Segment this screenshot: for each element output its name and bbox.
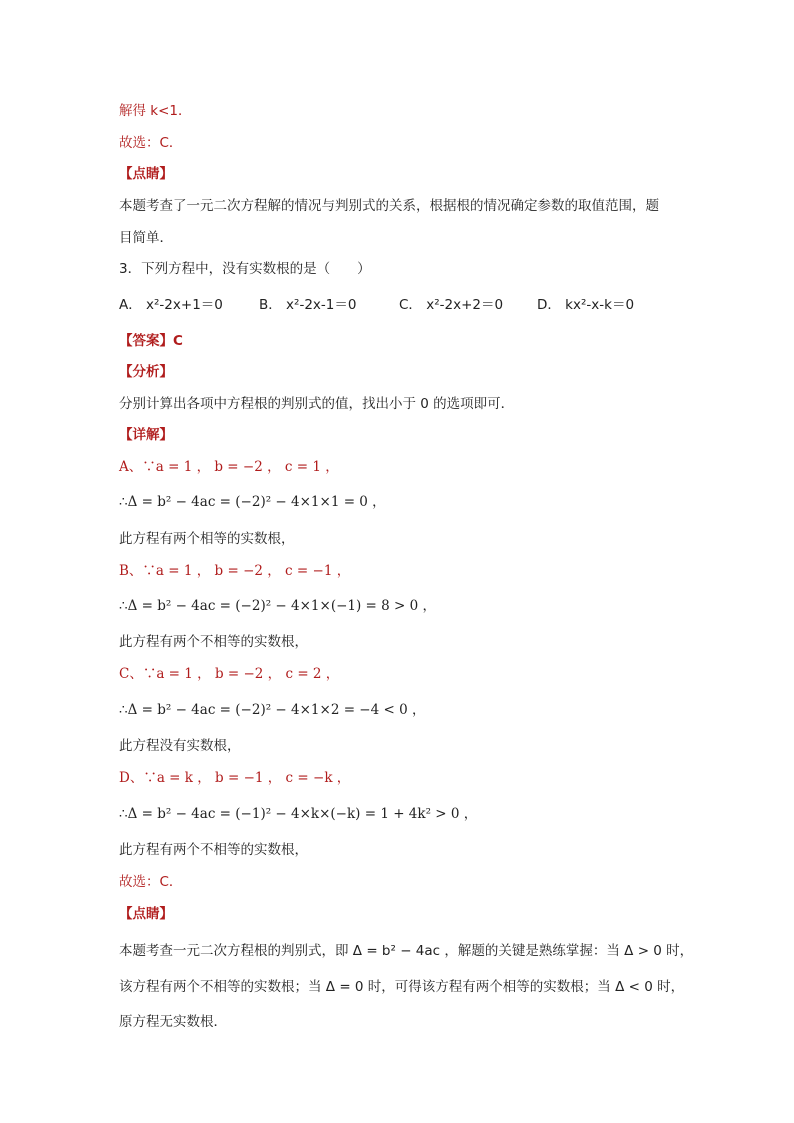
comment-text-line-1: 本题考查了一元二次方程解的情况与判别式的关系，根据根的情况确定参数的取值范围，题 (119, 198, 659, 214)
option-d: D． kx²-x-k＝0 (537, 297, 635, 313)
case-a-coefficients: A、∵a = 1 ， b = −2 ， c = 1 ， (119, 459, 339, 475)
option-a: A． x²-2x+1＝0 (119, 297, 223, 313)
comment-2-line-3: 原方程无实数根． (119, 1014, 227, 1030)
analysis-text: 分别计算出各项中方程根的判别式的值，找出小于 0 的选项即可． (119, 396, 515, 412)
option-b: B． x²-2x-1＝0 (259, 297, 357, 313)
comment-2-line-1: 本题考查一元二次方程根的判别式，即 Δ = b² − 4ac ，解题的关键是熟练掌握：当 Δ > 0 时， (119, 943, 694, 959)
analysis-heading: 【分析】 (119, 364, 173, 380)
detail-heading: 【详解】 (119, 427, 173, 443)
comment-2-line-2: 该方程有两个不相等的实数根；当 Δ = 0 时，可得该方程有两个相等的实数根；当 Δ < 0 时， (119, 979, 685, 995)
case-c-discriminant: ∴Δ = b² − 4ac = (−2)² − 4×1×2 = −4 < 0 ， (119, 702, 426, 718)
comment-heading-2: 【点睛】 (119, 906, 173, 922)
final-choice-line: 故选：C． (119, 874, 183, 890)
case-d-coefficients: D、∵a = k ， b = −1 ， c = −k ， (119, 770, 351, 786)
case-b-coefficients: B、∵a = 1 ， b = −2 ， c = −1 ， (119, 563, 351, 579)
case-c-conclusion: 此方程没有实数根， (119, 738, 241, 754)
question-3-stem: 3．下列方程中，没有实数根的是（ ） (119, 261, 371, 277)
case-d-discriminant: ∴Δ = b² − 4ac = (−1)² − 4×k×(−k) = 1 + 4k² > 0 ， (119, 806, 478, 822)
answer-line: 【答案】C (119, 333, 183, 349)
solve-result-line: 解得 k<1． (119, 103, 192, 119)
case-d-conclusion: 此方程有两个不相等的实数根， (119, 842, 308, 858)
case-b-discriminant: ∴Δ = b² − 4ac = (−2)² − 4×1×(−1) = 8 > 0 ， (119, 598, 437, 614)
comment-heading: 【点睛】 (119, 166, 173, 182)
case-b-conclusion: 此方程有两个不相等的实数根， (119, 634, 308, 650)
case-c-coefficients: C、∵a = 1 ， b = −2 ， c = 2 ， (119, 666, 340, 682)
comment-text-line-2: 目简单． (119, 230, 173, 246)
case-a-discriminant: ∴Δ = b² − 4ac = (−2)² − 4×1×1 = 0 ， (119, 494, 386, 510)
option-c: C． x²-2x+2＝0 (399, 297, 504, 313)
case-a-conclusion: 此方程有两个相等的实数根， (119, 531, 295, 547)
choice-line: 故选：C． (119, 135, 183, 151)
question-3-options (119, 295, 639, 315)
